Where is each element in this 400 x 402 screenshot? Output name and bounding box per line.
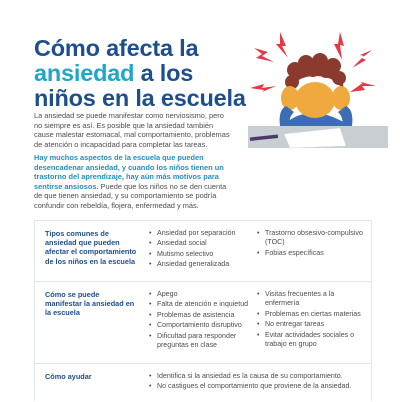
title-line-2 [34,61,254,86]
row-list-col2 [257,290,367,351]
table-row [35,363,371,402]
row-label: Tipos comunes de ansiedad que pueden afectar el comportamiento de los niños en la escuela [45,229,137,266]
intro-highlight: Hay muchos aspectos de la escuela que pueden desencadenar ansiedad, y cuando los niños tienen un trastorno del aprendizaje, hay aún más motivos para sentirse ansiosos. [34,153,224,191]
list-item: • Identifica si la ansiedad es la causa de su comportamiento. [149,372,367,381]
list-item: • Problemas en ciertas materias [257,310,367,319]
intro-paragraph: La ansiedad se puede manifestar como nerviosismo, pero no siempre es así. Es posible que la ansiedad también cause malestar estomacal, mal comportamiento, problemas de atención o incapacidad para completar las tareas. [34,111,230,149]
row-label: Cómo se puede manifestar la ansiedad en la escuela [45,290,135,318]
list-item: • Comportamiento disruptivo [149,321,253,330]
list-item: • Mutismo selectivo [149,250,253,259]
page-title [34,36,254,111]
list-item: • Ansiedad por separación [149,229,253,238]
list-item: • Ansiedad generalizada [149,260,253,269]
intro-rest: Puede que los niños no se den cuenta de que tienen ansiedad, y su comportamiento se podría confundir con rebeldía, flojera, enfermedad y más. [34,181,227,210]
title-line-1: Cómo afecta la [34,35,199,61]
list-item: • Evitar actividades sociales o trabajo en grupo [257,331,367,350]
table-row [35,221,371,281]
title-line-3: niños en la escuela [34,85,246,111]
face [295,82,335,118]
right-hand [332,86,350,110]
list-item: • Visitas frecuentes a la enfermería [257,290,367,309]
row-list-col1 [149,372,367,393]
list-item: • Problemas de asistencia [149,311,253,320]
title-line-2-rest: a los [134,60,194,86]
list-item: • Falta de atención e inquietud [149,300,253,309]
row-label: Cómo ayudar [45,372,92,381]
row-list-col2 [257,229,367,259]
title-accent-word: ansiedad [34,60,135,86]
list-item: • Trastorno obsesivo-compulsivo (TOC) [257,229,367,248]
intro-paragraph-2 [34,153,234,211]
info-table [34,220,372,401]
list-item: • Dificultad para responder preguntas en clase [149,332,253,351]
row-list-col1 [149,229,253,271]
list-item: • No castigues el comportamiento que proviene de la ansiedad. [149,382,367,391]
list-item: • Apego [149,290,253,299]
list-item: • Ansiedad social [149,239,253,248]
anxious-child-illustration [240,30,390,150]
row-list-col1 [149,290,253,352]
list-item: • Fobias específicas [257,249,367,258]
left-hand [281,86,299,110]
list-item: • No entregar tareas [257,320,367,329]
table-row [35,281,371,364]
